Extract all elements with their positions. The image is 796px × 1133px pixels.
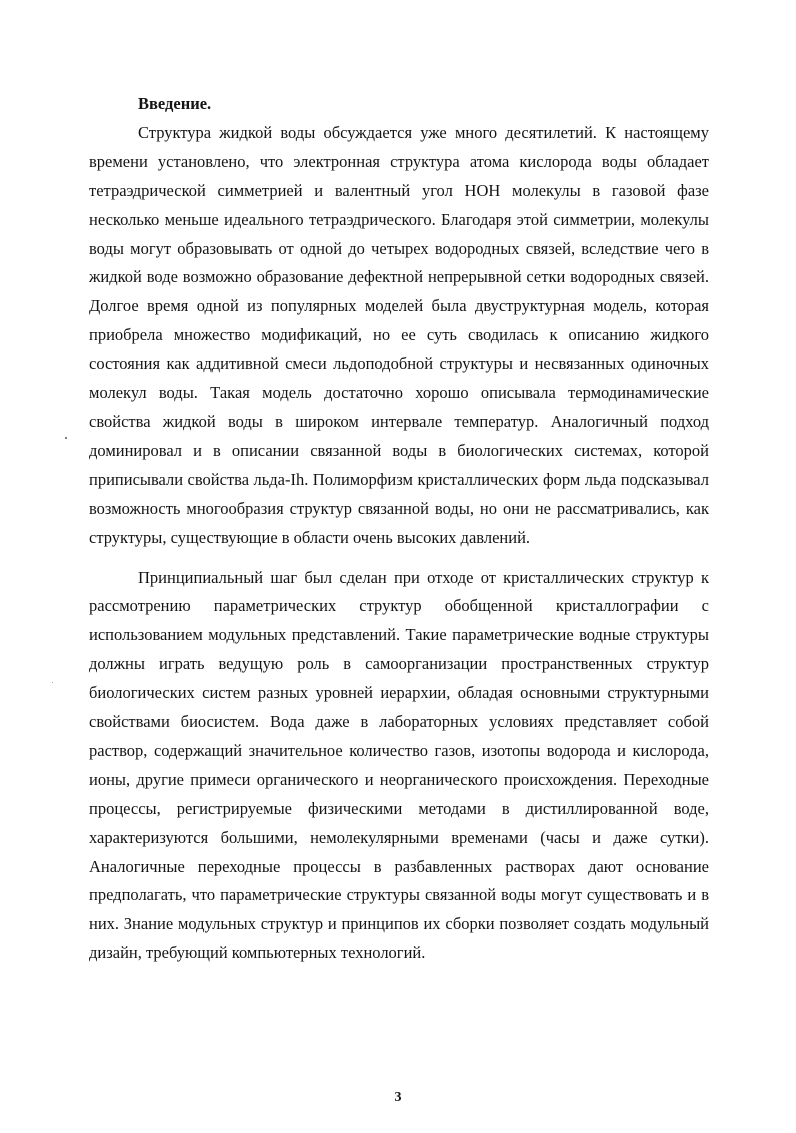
section-heading: Введение.: [138, 94, 212, 113]
paragraph-2: Принципиальный шаг был сделан при отходе от кристаллических структур к рассмотрению параметрических структур обобщенной кристаллографии с использованием модульных представлений. Такие параметрические водные структуры должны играть ведущую роль в самоорганизации пространственных структур биологических систем разных уровней иерархии, обладая основными структурными свойствами биосистем. Вода даже в лабораторных условиях представляет собой раствор, содержащий значительное количество газов, изотопы водорода и кислорода, ионы, другие примеси органического и неорганического происхождения. Переходные процессы, регистрируемые физическими методами в дистиллированной воде, характеризуются большими, немолекулярными временами (часы и даже сутки). Аналогичные переходные процессы в разбавленных растворах дают основание предполагать, что параметрические структуры связанной воды могут существовать и в них. Знание модульных структур и принципов их сборки позволяет создать модульный дизайн, требующий компьютерных технологий.: [89, 567, 709, 963]
paragraph-1: Структура жидкой воды обсуждается уже много десятилетий. К настоящему времени установлено, что электронная структура атома кислорода воды обладает тетраэдрической симметрией и валентный угол НОН молекулы в газовой фазе несколько меньше идеального тетраэдрического. Благодаря этой симметрии, молекулы воды могут образовывать от одной до четырех водородных связей, вследствие чего в жидкой воде возможно образование дефектной непрерывной сетки водородных связей. Долгое время одной из популярных моделей была двуструктурная модель, которая приобрела множество модификаций, но ее суть сводилась к описанию жидкого состояния как аддитивной смеси льдоподобной структуры и несвязанных одиночных молекул воды. Такая модель достаточно хорошо описывала термодинамические свойства жидкой воды в широком интервале температур. Аналогичный подход доминировал и в описании связанной воды в биологических системах, которой приписывали свойства льда-Ih. Полиморфизм кристаллических форм льда подсказывал возможность многообразия структур связанной воды, но они не рассматривались, как структуры, существующие в области очень высоких давлений.: [89, 122, 709, 547]
page-number: 3: [394, 1090, 402, 1105]
scan-speck: [52, 682, 53, 683]
document-body: [89, 90, 709, 968]
scan-speck: [65, 437, 67, 439]
